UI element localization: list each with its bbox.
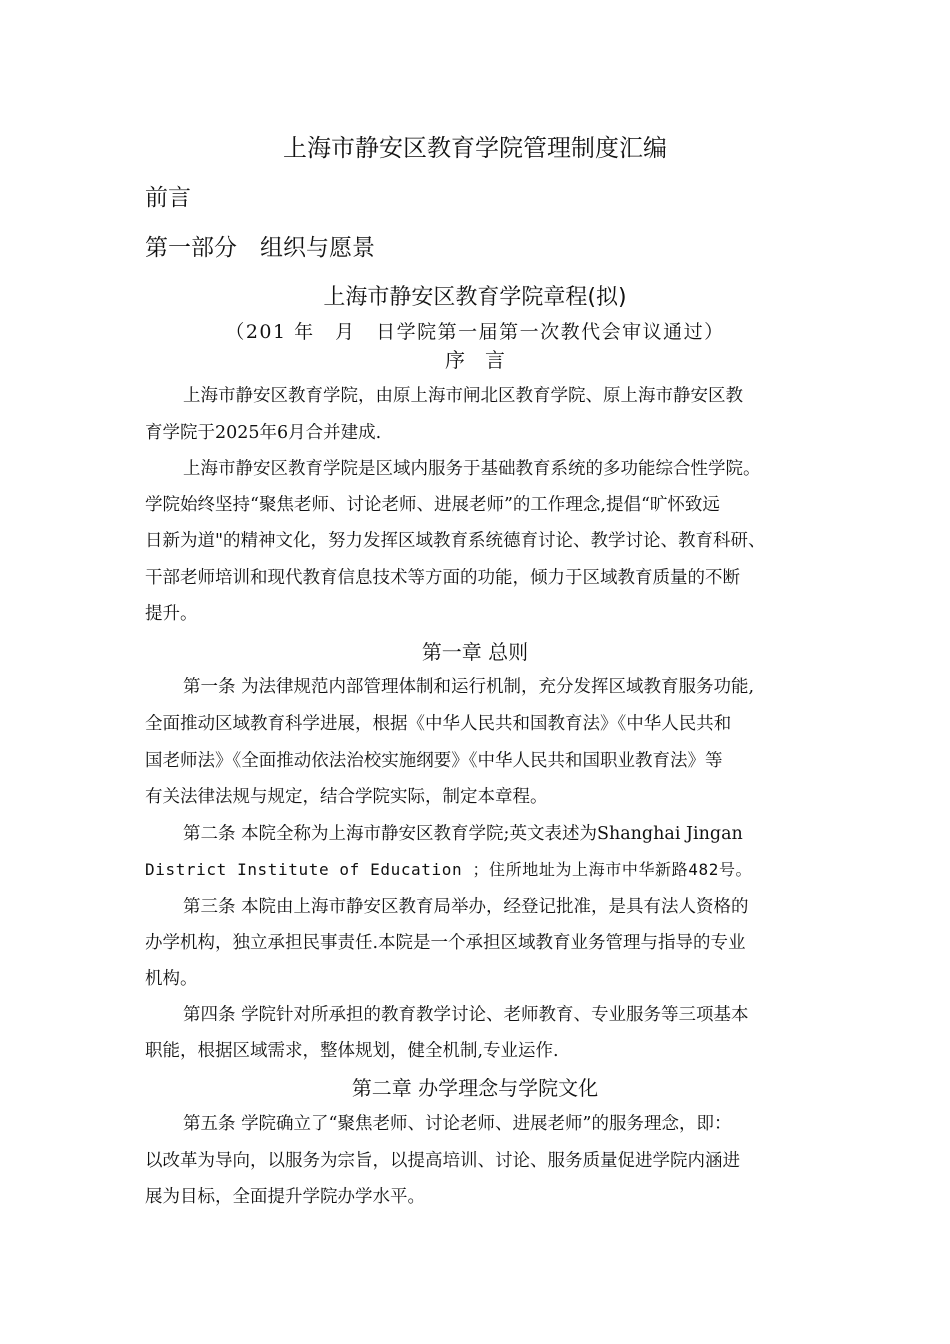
preface-heading: 前言 xyxy=(145,185,191,211)
paragraph-line: 办学机构，独立承担民事责任.本院是一个承担区域教育业务管理与指导的专业 xyxy=(145,933,746,953)
charter-title: 上海市静安区教育学院章程(拟) xyxy=(323,285,627,310)
paragraph-line: 学院始终坚持“聚焦老师、讨论老师、进展老师”的工作理念,提倡“旷怀致远 xyxy=(145,495,720,515)
charter-subtitle: （201 年 月 日学院第一届第一次教代会审议通过） xyxy=(225,321,725,343)
chapter-two-heading: 第二章 办学理念与学院文化 xyxy=(351,1076,599,1100)
paragraph-line: 展为目标，全面提升学院办学水平。 xyxy=(145,1187,425,1207)
paragraph-line: 以改革为导向，以服务为宗旨，以提高培训、讨论、服务质量促进学院内涵进 xyxy=(145,1151,740,1171)
paragraph-line: 育学院于2025年6月合并建成. xyxy=(145,423,382,443)
paragraph-line: 上海市静安区教育学院，由原上海市闸北区教育学院、原上海市静安区教 xyxy=(183,386,743,406)
chapter-one-heading: 第一章 总则 xyxy=(421,640,529,664)
paragraph-line: 第三条 本院由上海市静安区教育局举办，经登记批准，是具有法人资格的 xyxy=(183,897,749,917)
paragraph-line: 职能，根据区域需求，整体规划，健全机制,专业运作. xyxy=(145,1041,559,1061)
paragraph-line: 第二条 本院全称为上海市静安区教育学院;英文表述为Shanghai Jingan xyxy=(183,824,743,844)
paragraph-line: 第四条 学院针对所承担的教育教学讨论、老师教育、专业服务等三项基本 xyxy=(183,1005,749,1025)
paragraph-line: 第一条 为法律规范内部管理体制和运行机制，充分发挥区域教育服务功能, xyxy=(183,677,755,697)
paragraph-line: 有关法律法规与规定，结合学院实际，制定本章程。 xyxy=(145,787,548,807)
paragraph-line: 国老师法》《全面推动依法治校实施纲要》《中华人民共和国职业教育法》等 xyxy=(145,751,723,771)
part-one-heading: 第一部分 组织与愿景 xyxy=(145,235,375,261)
intro-heading: 序 言 xyxy=(445,348,505,372)
document-title: 上海市静安区教育学院管理制度汇编 xyxy=(283,134,667,162)
paragraph-line: 提升。 xyxy=(145,604,198,624)
paragraph-line: 上海市静安区教育学院是区域内服务于基础教育系统的多功能综合性学院。 xyxy=(183,459,761,479)
paragraph-line: 日新为道"的精神文化，努力发挥区域教育系统德育讨论、教学讨论、教育科研、 xyxy=(145,531,766,551)
paragraph-line: 机构。 xyxy=(145,969,198,989)
paragraph-line: District Institute of Education ；住所地址为上海市中华新路482号。 xyxy=(145,860,753,879)
paragraph-line: 全面推动区域教育科学进展，根据《中华人民共和国教育法》《中华人民共和 xyxy=(145,714,732,734)
paragraph-line: 第五条 学院确立了“聚焦老师、讨论老师、进展老师”的服务理念，即： xyxy=(183,1114,732,1134)
paragraph-line: 干部老师培训和现代教育信息技术等方面的功能，倾力于区域教育质量的不断 xyxy=(145,568,740,588)
